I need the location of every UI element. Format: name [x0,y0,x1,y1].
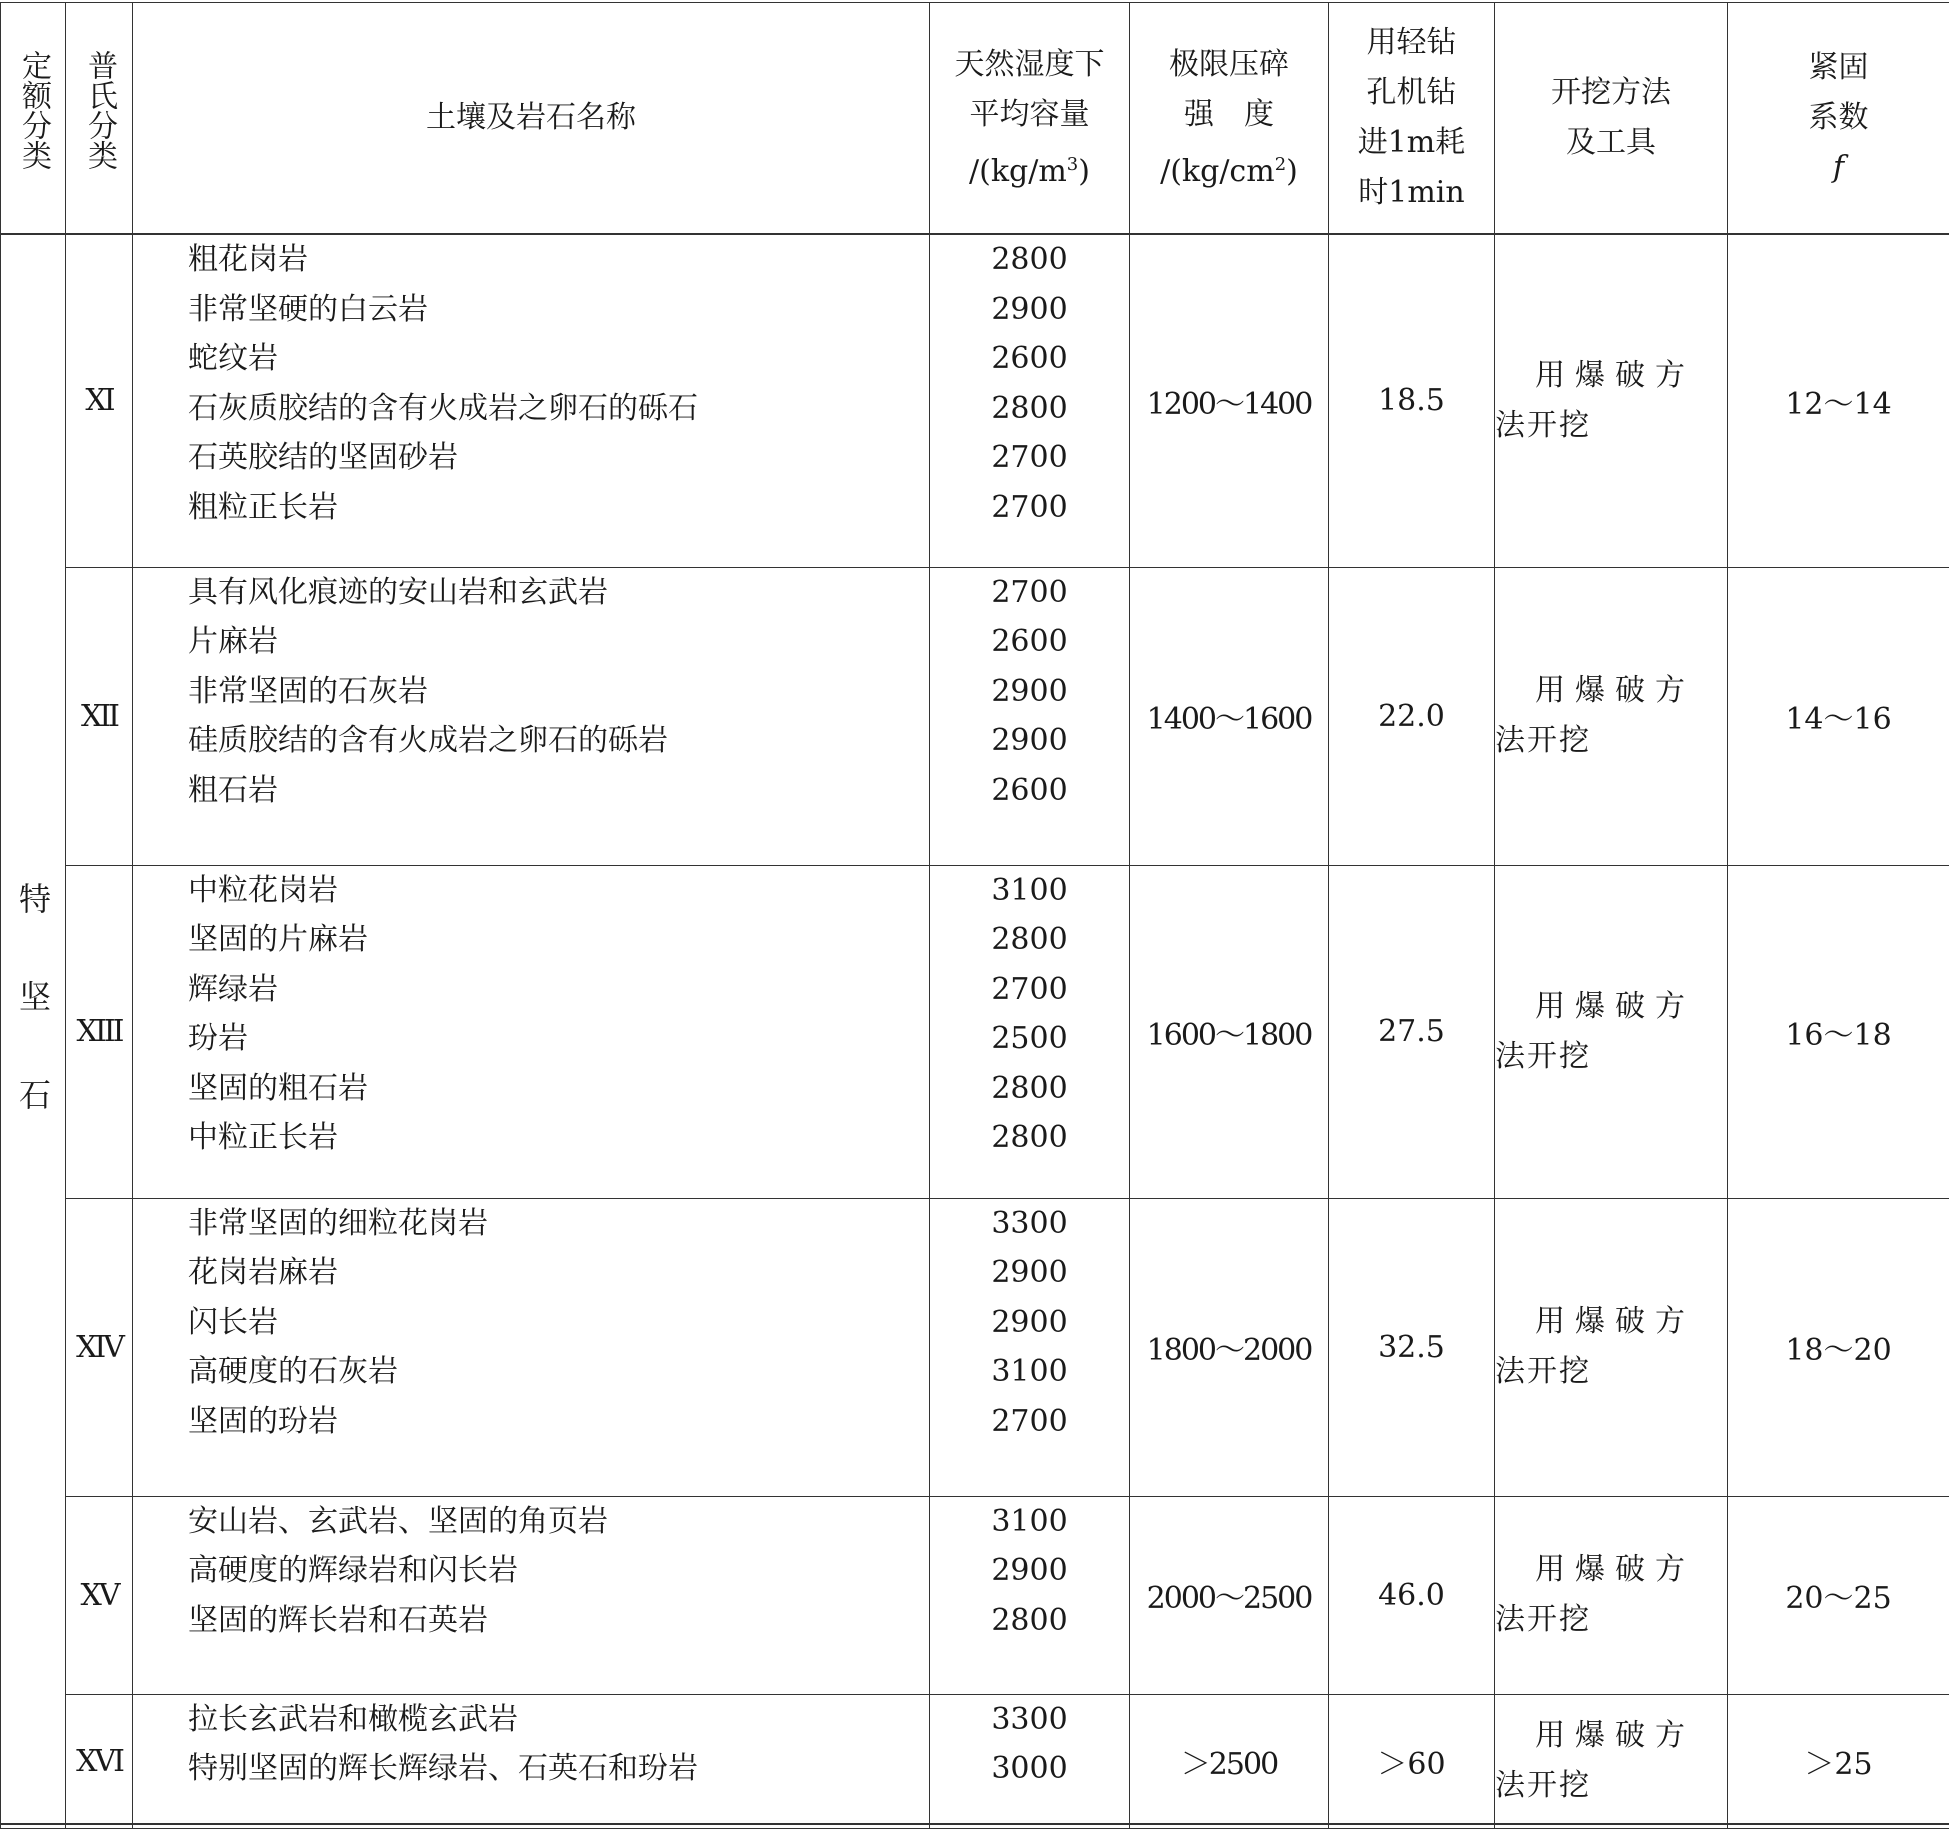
coefficient-cell: 18～20 [1728,1198,1949,1496]
weights-cell [930,1496,1130,1694]
drill-time-cell: 22.0 [1329,567,1495,865]
method-line1: 用爆破方 [1495,666,1727,716]
strength-cell: ＞2500 [1130,1694,1329,1828]
coefficient-cell: 16～18 [1728,865,1949,1198]
rock-name: 粗花岗岩 [188,235,929,285]
weight-value: 2900 [991,1298,1067,1348]
rock-name: 石灰质胶结的含有火成岩之卵石的砾石 [188,384,929,434]
header-drill-line3: 进1m耗 [1329,118,1494,168]
weight-value: 2800 [991,1113,1067,1163]
rock-name: 蛇纹岩 [188,334,929,384]
header-drill-line2: 孔机钻 [1329,68,1494,118]
header-weight-unit-a: /(kg/m [969,154,1067,189]
weight-value: 2900 [991,667,1067,717]
table-row [1,865,1949,1198]
weight-value: 2500 [991,1014,1067,1064]
weight-value: 2600 [991,334,1067,384]
coefficient-cell: 14～16 [1728,567,1949,865]
rock-name: 坚固的片麻岩 [188,915,929,965]
weight-value: 2700 [991,1397,1067,1447]
weight-value: 2800 [991,1596,1067,1646]
method-line2: 法开挖 [1495,1032,1727,1082]
weights-cell [930,234,1130,567]
rock-name: 坚固的粗石岩 [188,1064,929,1114]
header-quota-class-text: 定额分类 [17,50,49,170]
category-text: 特坚石 [17,882,49,1176]
rock-name: 片麻岩 [188,617,929,667]
header-name-text: 土壤及岩石名称 [426,100,636,135]
header-row [1,3,1949,235]
rock-names-cell [133,1198,930,1496]
rock-name: 特别坚固的辉长辉绿岩、石英石和玢岩 [188,1744,929,1794]
header-coef-line1: 紧固 [1728,43,1949,93]
weights-cell [930,1694,1130,1828]
header-drill [1329,3,1495,235]
header-drill-line1: 用轻钻 [1329,18,1494,68]
header-method-line2: 及工具 [1495,118,1727,168]
rock-classification-table [0,2,1949,1829]
pu-class-cell: XV [66,1496,133,1694]
method-line1: 用爆破方 [1495,1545,1727,1595]
header-coef [1728,3,1949,235]
header-method [1495,3,1728,235]
rock-name: 坚固的辉长岩和石英岩 [188,1596,929,1646]
header-weight-unit-b: ) [1078,154,1090,189]
pu-class-cell: XII [66,567,133,865]
table-header [1,3,1949,235]
method-line2: 法开挖 [1495,401,1727,451]
pu-class-cell: XVI [66,1694,133,1828]
weight-value: 2700 [991,568,1067,618]
weight-value: 2800 [991,915,1067,965]
weight-value: 2800 [991,384,1067,434]
method-line1: 用爆破方 [1495,1711,1727,1761]
weight-value: 3100 [991,1497,1067,1547]
method-cell [1495,1198,1728,1496]
header-strength-unit-sup: 2 [1275,154,1286,175]
category-cell [1,234,66,1828]
method-line2: 法开挖 [1495,716,1727,766]
weight-value: 2700 [991,965,1067,1015]
rock-name: 拉长玄武岩和橄榄玄武岩 [188,1695,929,1745]
drill-time-cell: 32.5 [1329,1198,1495,1496]
weight-value: 2800 [991,1064,1067,1114]
table-row [1,1694,1949,1828]
method-line2: 法开挖 [1495,1595,1727,1645]
drill-time-cell: ＞60 [1329,1694,1495,1828]
rock-name: 非常坚固的细粒花岗岩 [188,1199,929,1249]
weights-cell [930,567,1130,865]
header-coef-line3: f [1728,143,1949,193]
weight-value: 3300 [991,1695,1067,1745]
rock-name: 坚固的玢岩 [188,1397,929,1447]
method-line1: 用爆破方 [1495,351,1727,401]
method-line2: 法开挖 [1495,1761,1727,1811]
drill-time-cell: 18.5 [1329,234,1495,567]
header-strength-line2: 强 度 [1130,90,1328,140]
header-strength-line1: 极限压碎 [1130,40,1328,90]
header-weight-unit-sup: 3 [1067,154,1078,175]
rock-name: 花岗岩麻岩 [188,1248,929,1298]
weight-value: 3300 [991,1199,1067,1249]
strength-cell: 1400～1600 [1130,567,1329,865]
rock-name: 玢岩 [188,1014,929,1064]
weight-value: 2900 [991,1248,1067,1298]
rock-name: 粗粒正长岩 [188,483,929,533]
header-drill-line4: 时1min [1329,168,1494,218]
coefficient-cell: ＞25 [1728,1694,1949,1828]
header-weight-line2: 平均容量 [930,90,1129,140]
weights-cell [930,865,1130,1198]
header-pu-class [66,3,133,235]
table-row [1,1198,1949,1496]
header-weight-line1: 天然湿度下 [930,40,1129,90]
table-body [1,234,1949,1828]
rock-name: 闪长岩 [188,1298,929,1348]
rock-name: 高硬度的辉绿岩和闪长岩 [188,1546,929,1596]
header-strength [1130,3,1329,235]
rock-names-cell [133,865,930,1198]
header-coef-line2: 系数 [1728,93,1949,143]
header-strength-unit [1130,140,1328,197]
strength-cell: 1800～2000 [1130,1198,1329,1496]
weight-value: 2900 [991,716,1067,766]
method-cell [1495,865,1728,1198]
method-cell [1495,234,1728,567]
weight-value: 2900 [991,1546,1067,1596]
header-weight [930,3,1130,235]
drill-time-cell: 27.5 [1329,865,1495,1198]
weight-value: 2600 [991,766,1067,816]
pu-class-cell: XIV [66,1198,133,1496]
rock-name: 非常坚硬的白云岩 [188,285,929,335]
table-row [1,1496,1949,1694]
header-weight-unit [930,140,1129,197]
method-line1: 用爆破方 [1495,1297,1727,1347]
coefficient-cell: 12～14 [1728,234,1949,567]
header-method-line1: 开挖方法 [1495,68,1727,118]
method-line1: 用爆破方 [1495,982,1727,1032]
rock-names-cell [133,567,930,865]
method-cell [1495,1694,1728,1828]
rock-name: 高硬度的石灰岩 [188,1347,929,1397]
drill-time-cell: 46.0 [1329,1496,1495,1694]
rock-name: 粗石岩 [188,766,929,816]
header-strength-unit-a: /(kg/cm [1160,154,1275,189]
strength-cell: 1200～1400 [1130,234,1329,567]
rock-names-cell [133,234,930,567]
weights-cell [930,1198,1130,1496]
method-line2: 法开挖 [1495,1347,1727,1397]
rock-name: 非常坚固的石灰岩 [188,667,929,717]
weight-value: 3100 [991,866,1067,916]
weight-value: 3100 [991,1347,1067,1397]
strength-cell: 2000～2500 [1130,1496,1329,1694]
rock-name: 中粒正长岩 [188,1113,929,1163]
table-row [1,567,1949,865]
weight-value: 2900 [991,285,1067,335]
pu-class-cell: XI [66,234,133,567]
weight-value: 2700 [991,483,1067,533]
header-pu-class-text: 普氏分类 [83,50,115,170]
header-name [133,3,930,235]
weight-value: 2600 [991,617,1067,667]
rock-name: 石英胶结的坚固砂岩 [188,433,929,483]
rock-names-cell [133,1496,930,1694]
rock-name: 硅质胶结的含有火成岩之卵石的砾岩 [188,716,929,766]
header-quota-class [1,3,66,235]
weight-value: 2800 [991,235,1067,285]
pu-class-cell: XIII [66,865,133,1198]
weight-value: 2700 [991,433,1067,483]
rock-name: 具有风化痕迹的安山岩和玄武岩 [188,568,929,618]
method-cell [1495,567,1728,865]
strength-cell: 1600～1800 [1130,865,1329,1198]
rock-name: 中粒花岗岩 [188,866,929,916]
weight-value: 3000 [991,1744,1067,1794]
header-strength-unit-b: ) [1286,154,1298,189]
rock-name: 安山岩、玄武岩、坚固的角页岩 [188,1497,929,1547]
bottom-rule [0,1823,1949,1825]
coefficient-cell: 20～25 [1728,1496,1949,1694]
method-cell [1495,1496,1728,1694]
rock-name: 辉绿岩 [188,965,929,1015]
rock-names-cell [133,1694,930,1828]
table-row [1,234,1949,567]
